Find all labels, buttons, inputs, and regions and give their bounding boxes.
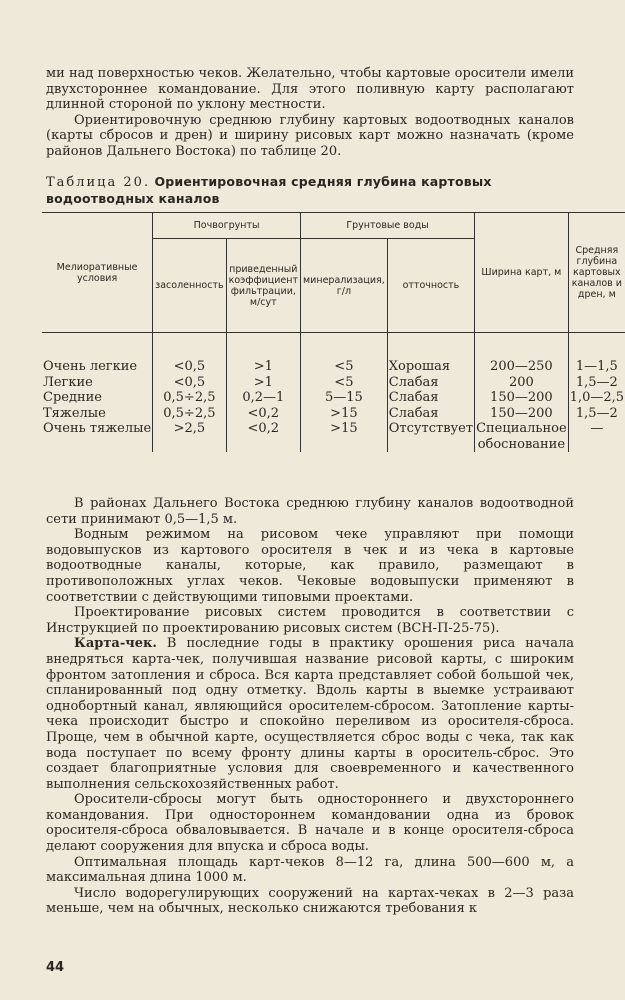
paragraph-map-check-text: В последние годы в практику орошения риса начала внедряться карта-чек, получившая название рисовой карты, с широким фронтом затопления и сброса. Вся карта представляет собой большой чек, спланированный под одну отметку. Вдоль карты в выемке устраивают однобортный канал, являющийся оросителем-сбросом. Затопление карты-чека происходит быстро и спокойно переливом из оросителя-сброса. Проще, чем в обычной карте, осуществляется сброс воды с чека, так как вода поступает по всему фронту длины карты в ороситель-сброс. Это создает благоприятные условия для своевременного и качественного выполнения сельскохозяйственных работ. [46, 636, 574, 792]
cell-salinity: <0,5 [153, 333, 226, 375]
depth-table [42, 212, 625, 452]
cell-condition: Тяжелые [43, 405, 106, 421]
cell-depth: 1,0—2,5 [569, 390, 625, 405]
cell-condition: Легкие [43, 374, 93, 390]
paragraph-area: Оптимальная площадь карт-чеков 8—12 га, длина 500—600 м, а максимальная длина 1000 м. [46, 854, 574, 886]
cell-depth: 1,5—2 [568, 406, 625, 422]
header-outflow: отточность [387, 239, 474, 333]
cell-width: 200 [475, 375, 569, 391]
header-conditions: Мелиоративные условия [42, 213, 153, 333]
table-row [42, 406, 625, 422]
header-width: Ширина карт, м [475, 213, 569, 333]
paragraph-outlets: Оросители-сбросы могут быть одностороннего и двухстороннего командования. При одностороннем командовании одна из бровок оросителя-сброса обваловывается. В начале и в конце оросителя-сброса делают сооружения для впуска и сброса воды. [46, 792, 574, 855]
paragraph-map-check [46, 636, 574, 792]
top-text [46, 66, 574, 160]
term-map-check: Карта-чек. [74, 636, 157, 652]
cell-filtration: 0,2—1 [226, 390, 300, 406]
cell-filtration: <0,2 [226, 421, 300, 452]
cell-condition: Средние [43, 390, 102, 405]
table-caption-title: Ориентировочная средняя глубина картовых водоотводных каналов [46, 174, 492, 206]
cell-condition: Очень тяжелые [43, 421, 152, 436]
cell-mineralization: <5 [301, 333, 388, 375]
cell-salinity: >2,5 [153, 421, 226, 452]
header-groundwater: Грунтовые воды [301, 213, 475, 239]
header-filtration: приведенный коэффициент фильтрации, м/сут [226, 239, 300, 333]
cell-mineralization: >15 [301, 421, 388, 452]
cell-filtration: >1 [226, 375, 300, 391]
cell-filtration: >1 [226, 333, 300, 375]
paragraph-water-regime: Водным режимом на рисовом чеке управляют при помощи водовыпусков из картового оросителя в чек и из чека в картовые водоотводные каналы, которые, как правило, размещают в противоположных углах чеков. Чековые водовыпуски применяют в соответствии с действующими типовыми проектами. [46, 527, 574, 605]
cell-depth: 1,5—2 [568, 375, 625, 391]
cell-outflow: Отсутствует [387, 421, 474, 452]
table-row [42, 375, 625, 391]
paragraph-structures: Число водорегулирующих сооружений на картах-чеках в 2—3 раза меньше, чем на обычных, несколько снижаются требования к [46, 885, 574, 917]
header-depth: Средняя глубина картовых каналов и дрен, м [568, 213, 625, 333]
header-salinity: засоленность [153, 239, 226, 333]
table-row [42, 421, 625, 452]
cell-width: 200—250 [475, 333, 569, 375]
cell-depth: — [568, 421, 625, 452]
cell-outflow: Хорошая [387, 333, 474, 375]
table-caption [46, 174, 574, 208]
page-number: 44 [46, 960, 65, 975]
paragraph-table-intro: Ориентировочную среднюю глубину картовых водоотводных каналов (карты сбросов и дрен) и ширину рисовых карт можно назначать (кроме районов Дальнего Востока) по таблице 20. [46, 112, 574, 159]
cell-depth: 1—1,5 [568, 333, 625, 375]
paragraph-far-east: В районах Дальнего Востока среднюю глубину каналов водоотводной сети принимают 0,5—1,5 м. [46, 496, 574, 527]
cell-outflow: Слабая [387, 406, 474, 422]
cell-outflow: Слабая [387, 375, 474, 391]
cell-outflow: Слабая [387, 390, 474, 406]
table-row [42, 390, 625, 406]
table-row [42, 333, 625, 375]
cell-width: Специальное обоснование [476, 421, 567, 452]
cell-filtration: <0,2 [226, 406, 300, 422]
header-mineralization: минерализация, г/л [301, 239, 388, 333]
body-text [46, 496, 574, 917]
header-soils: Почвогрунты [153, 213, 301, 239]
cell-mineralization: >15 [301, 406, 388, 422]
cell-width: 150—200 [475, 406, 569, 422]
cell-salinity: <0,5 [153, 375, 226, 391]
cell-condition: Очень легкие [43, 359, 138, 374]
cell-width: 150—200 [475, 390, 569, 406]
paragraph-design: Проектирование рисовых систем проводится в соответствии с Инструкцией по проектированию рисовых систем (ВСН-П-25-75). [46, 605, 574, 636]
paragraph-continuation: ми над поверхностью чеков. Желательно, чтобы картовые оросители имели двухстороннее командование. Для этого поливную карту располагают длинной стороной по уклону местности. [46, 66, 574, 113]
cell-salinity: 0,5÷2,5 [153, 406, 226, 422]
cell-mineralization: <5 [301, 375, 388, 391]
cell-salinity: 0,5÷2,5 [153, 390, 226, 406]
table-caption-label: Таблица 20. [46, 175, 151, 190]
cell-mineralization: 5—15 [301, 390, 388, 406]
